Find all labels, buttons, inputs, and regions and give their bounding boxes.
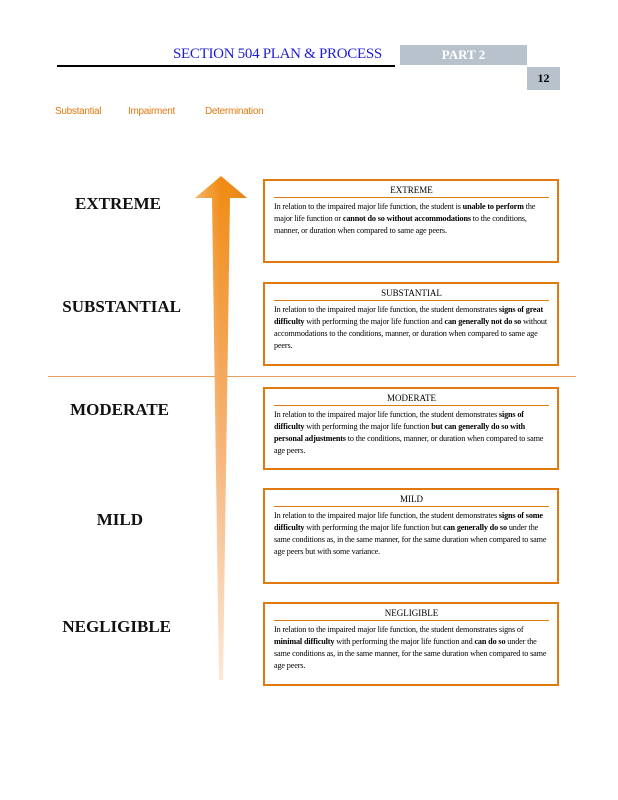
section-title: SECTION 504 PLAN & PROCESS bbox=[173, 46, 382, 62]
box-text: In relation to the impaired major life function, the student demonstrates signs of great difficulty with performing the major life function and can generally not do so without accommodations to the conditions, manner, or duration when compared to same age peers. bbox=[274, 305, 547, 350]
description-box-mild bbox=[263, 488, 559, 584]
level-label-extreme: EXTREME bbox=[75, 194, 161, 213]
part-tab: PART 2 bbox=[400, 45, 527, 65]
description-box-substantial bbox=[263, 282, 559, 366]
description-box-negligible bbox=[263, 602, 559, 686]
up-arrow-icon bbox=[195, 176, 247, 680]
box-title: SUBSTANTIAL bbox=[274, 288, 549, 301]
box-title: MODERATE bbox=[274, 393, 549, 406]
box-text: In relation to the impaired major life function, the student demonstrates signs of difficulty with performing the major life function but can generally do so with personal adjustments to the conditions, manner, or duration when compared to same age peers. bbox=[274, 410, 544, 455]
description-box-extreme bbox=[263, 179, 559, 263]
subtitle-word-impairment: Impairment bbox=[128, 106, 176, 117]
box-text: In relation to the impaired major life function, the student is unable to perform the major life function or cannot do so without accommodations to the conditions, manner, or duration when compared to same age peers. bbox=[274, 202, 536, 235]
box-title: NEGLIGIBLE bbox=[274, 608, 549, 621]
box-text: In relation to the impaired major life function, the student demonstrates signs of some difficulty with performing the major life function but can generally do so under the same conditions as, in the same manner, for the same duration when compared to same age peers but with some variance. bbox=[274, 511, 547, 556]
severity-divider bbox=[48, 376, 576, 377]
box-title: MILD bbox=[274, 494, 549, 507]
subtitle-word-substantial: Substantial bbox=[55, 106, 102, 117]
page-number: 12 bbox=[527, 67, 560, 90]
level-label-mild: MILD bbox=[96, 510, 143, 529]
box-title: EXTREME bbox=[274, 185, 549, 198]
description-box-moderate bbox=[263, 387, 559, 470]
box-text: In relation to the impaired major life function, the student demonstrates signs of minimal difficulty with performing the major life function and can do so under the same conditions as, in the same manner, for the same duration when compared to same age peers. bbox=[274, 625, 547, 670]
header-rule bbox=[57, 65, 395, 67]
level-label-moderate: MODERATE bbox=[70, 400, 169, 419]
level-label-negligible: NEGLIGIBLE bbox=[62, 617, 171, 636]
subtitle-word-determination: Determination bbox=[205, 106, 264, 117]
level-label-substantial: SUBSTANTIAL bbox=[62, 297, 181, 316]
